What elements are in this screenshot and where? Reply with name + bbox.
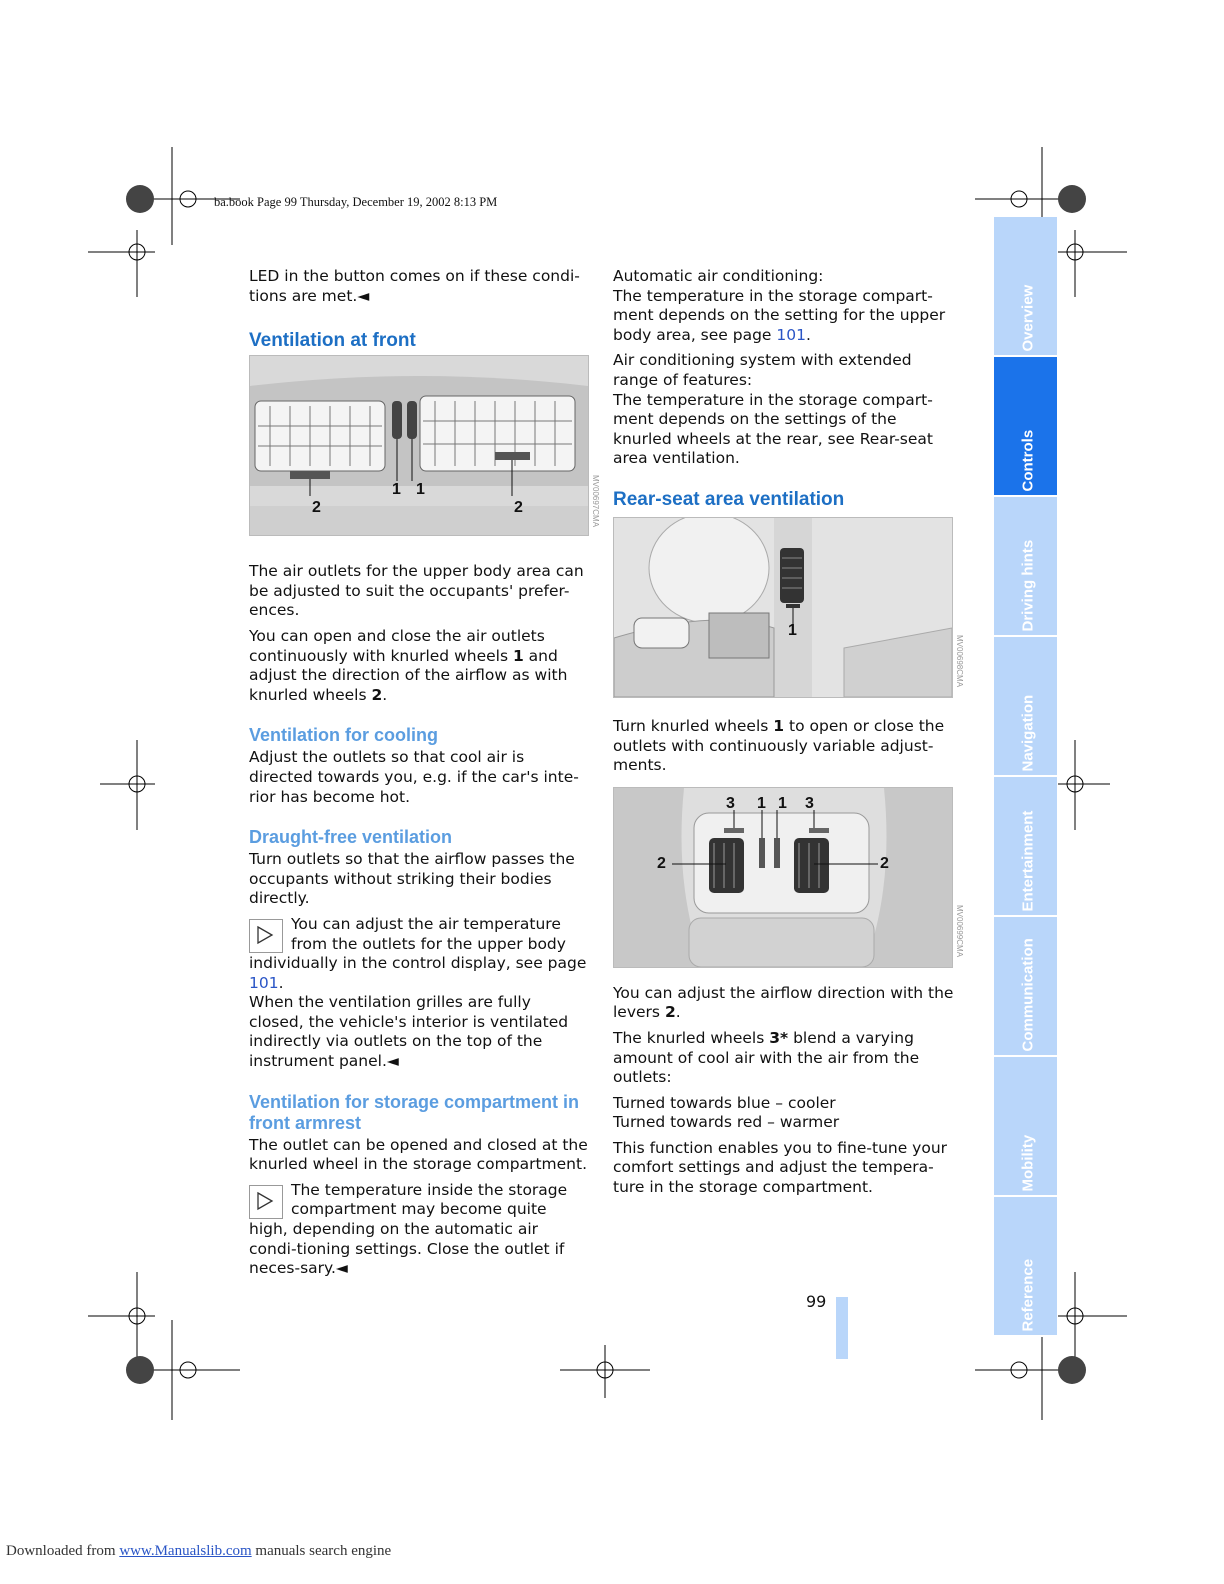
fig1-label-2b: 2 bbox=[514, 499, 523, 516]
figure-rear-console-vents bbox=[613, 787, 953, 968]
figure-rear-door-vent bbox=[613, 517, 953, 698]
para-cooling: Adjust the outlets so that cool air is directed towards you, e.g. if the car's inte-rior has become hot. bbox=[249, 748, 579, 806]
note-storage-temperature: The temperature inside the storage compartment may become quite high, depending on the automatic air condi-tioning settings. Close the outlet if neces-sary.◄ bbox=[249, 1180, 568, 1278]
fig3-label-3a: 3 bbox=[726, 795, 735, 812]
fig2-code: MV00698CMA bbox=[955, 635, 964, 688]
para-rear-wheels: Turn knurled wheels 1 to open or close the outlets with continuously variable adjust-ments. bbox=[613, 716, 945, 775]
fig2-label-1: 1 bbox=[788, 622, 797, 639]
heading-rear-seat: Rear-seat area ventilation bbox=[613, 488, 845, 510]
extended-ac-text: The temperature in the storage compart-ment depends on the settings of the knurled wheels at the rear, see Rear-seat area ventilation. bbox=[613, 390, 933, 468]
fig1-label-1b: 1 bbox=[416, 481, 425, 498]
note-arrow-icon bbox=[249, 1185, 283, 1219]
page-number-bar bbox=[836, 1297, 848, 1359]
note-grilles: When the ventilation grilles are fully closed, the vehicle's interior is ventilated indirectly via outlets on the top of the instrument panel.◄ bbox=[249, 993, 569, 1071]
right-column bbox=[613, 267, 958, 1204]
page-link-101[interactable]: 101 bbox=[249, 973, 279, 992]
fig3-label-2b: 2 bbox=[880, 855, 889, 872]
heading-ventilation-front: Ventilation at front bbox=[249, 330, 416, 352]
fig3-label-1b: 1 bbox=[778, 795, 787, 812]
rear-vent-illustration bbox=[614, 518, 952, 697]
tab-controls[interactable]: Controls bbox=[994, 357, 1057, 497]
note-arrow-icon bbox=[249, 919, 283, 953]
fig1-label-1a: 1 bbox=[392, 481, 401, 498]
front-vents-illustration bbox=[250, 356, 588, 535]
page-number: 99 bbox=[806, 1292, 827, 1311]
header-file-info: ba.book Page 99 Thursday, December 19, 2002 8:13 PM bbox=[214, 195, 498, 209]
para-draught: Turn outlets so that the airflow passes the occupants without striking their bodies directly. bbox=[249, 850, 575, 908]
fig1-label-2a: 2 bbox=[312, 499, 321, 516]
para-blue: Turned towards blue – cooler bbox=[613, 1093, 836, 1112]
heading-ventilation-cooling: Ventilation for cooling bbox=[249, 725, 438, 746]
fig3-label-3b: 3 bbox=[805, 795, 814, 812]
para-knurled-wheels: You can open and close the air outlets continuously with knurled wheels 1 and adjust the direction of the airflow as with knurled wheels 2. bbox=[249, 626, 568, 704]
auto-ac-text: The temperature in the storage compart-ment depends on the setting for the upper body area, see page 101. bbox=[613, 286, 946, 344]
manualslib-link[interactable]: www.Manualslib.com bbox=[119, 1543, 252, 1559]
note-temperature: You can adjust the air temperature from the outlets for the upper body individually in the control display, see page 101. bbox=[249, 914, 587, 992]
section-tabs bbox=[994, 217, 1057, 1337]
fig1-code: MV00697CMA bbox=[591, 475, 600, 528]
para-upper-body: The air outlets for the upper body area can be adjusted to suit the occupants' prefer-ences. bbox=[249, 562, 584, 620]
fig3-label-1a: 1 bbox=[757, 795, 766, 812]
intro-text: LED in the button comes on if these condi-tions are met.◄ bbox=[249, 267, 580, 305]
heading-draught-free: Draught-free ventilation bbox=[249, 827, 453, 848]
para-fine-tune: This function enables you to fine-tune your comfort settings and adjust the tempera-ture in the storage compartment. bbox=[613, 1138, 948, 1197]
tab-reference[interactable]: Reference bbox=[994, 1197, 1057, 1337]
footer: Downloaded from www.Manualslib.com manuals search engine bbox=[6, 1543, 392, 1559]
para-levers: You can adjust the airflow direction with the levers 2. bbox=[613, 983, 954, 1022]
heading-storage-compartment: Ventilation for storage compartment in front armrest bbox=[249, 1091, 580, 1133]
console-vents-illustration bbox=[614, 788, 952, 967]
tab-entertainment[interactable]: Entertainment bbox=[994, 777, 1057, 917]
page-link-101-right[interactable]: 101 bbox=[776, 325, 806, 344]
para-red: Turned towards red – warmer bbox=[613, 1113, 840, 1132]
para-storage: The outlet can be opened and closed at the knurled wheel in the storage compartment. bbox=[249, 1135, 588, 1174]
figure-front-vents bbox=[249, 355, 589, 536]
tab-communication[interactable]: Communication bbox=[994, 917, 1057, 1057]
tab-overview[interactable]: Overview bbox=[994, 217, 1057, 357]
fig3-label-2a: 2 bbox=[657, 855, 666, 872]
fig3-code: MV00699CMA bbox=[955, 905, 964, 958]
auto-ac-title: Automatic air conditioning: bbox=[613, 267, 824, 285]
extended-ac-title: Air conditioning system with extended range of features: bbox=[613, 351, 912, 389]
tab-navigation[interactable]: Navigation bbox=[994, 637, 1057, 777]
para-blend: The knurled wheels 3* blend a varying amount of cool air with the air from the outlets: bbox=[613, 1028, 920, 1087]
tab-driving-hints[interactable]: Driving hints bbox=[994, 497, 1057, 637]
tab-mobility[interactable]: Mobility bbox=[994, 1057, 1057, 1197]
